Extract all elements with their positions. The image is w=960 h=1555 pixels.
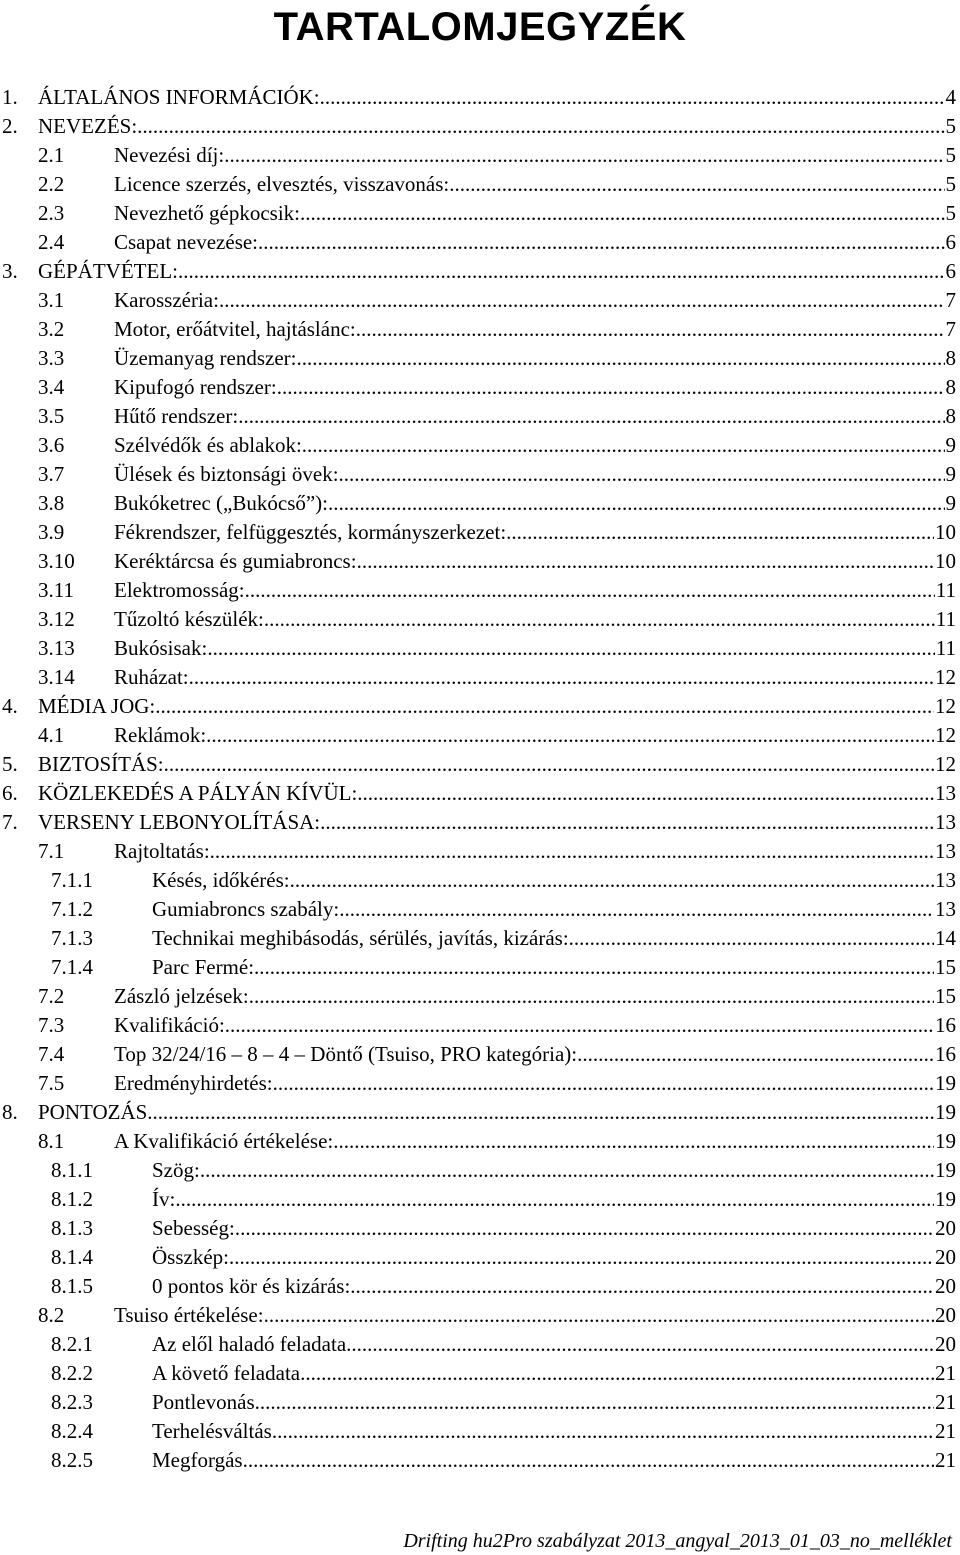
toc-entry-number: 2.1 <box>38 143 65 167</box>
toc-entry[interactable] <box>2 924 956 953</box>
toc-entry-page: 9 <box>945 462 956 486</box>
toc-entry-line <box>38 257 956 286</box>
toc-entry-number: 3.1 <box>38 288 65 312</box>
toc-entry-line <box>114 431 956 460</box>
toc-entry-number: 8.1.3 <box>51 1216 93 1240</box>
toc-entry-line <box>38 750 956 779</box>
toc-entry-title: Szög: <box>152 1156 200 1185</box>
toc-entry-page: 5 <box>945 172 956 196</box>
toc-entry-page: 13 <box>935 839 956 863</box>
toc-entry-number: 7.1.2 <box>51 897 93 921</box>
toc-entry-line <box>152 1185 956 1214</box>
toc-entry-title: Szélvédők és ablakok: <box>114 431 302 460</box>
toc-entry[interactable] <box>2 866 956 895</box>
dot-leader <box>178 257 945 286</box>
dot-leader <box>238 402 944 431</box>
toc-entry-page: 8 <box>945 346 956 370</box>
toc-entry-title: Sebesség: <box>152 1214 235 1243</box>
toc-entry-number: 4.1 <box>38 723 65 747</box>
dot-leader <box>577 1040 934 1069</box>
toc-entry-line <box>152 1272 956 1301</box>
toc-entry[interactable] <box>2 286 956 315</box>
toc-entry-number: 7.4 <box>38 1042 65 1066</box>
toc-entry[interactable] <box>2 1417 956 1446</box>
toc-entry-number: 8.1 <box>38 1129 65 1153</box>
toc-entry-page: 13 <box>935 781 956 805</box>
toc-entry-title: GÉPÁTVÉTEL: <box>38 257 178 286</box>
toc-entry-title: Terhelésváltás <box>152 1417 272 1446</box>
toc-entry-title: PONTOZÁS <box>38 1098 147 1127</box>
toc-entry-line <box>114 605 956 634</box>
toc-entry-number: 8.1.2 <box>51 1187 93 1211</box>
dot-leader <box>290 866 934 895</box>
toc-entry-line <box>152 1156 956 1185</box>
dot-leader <box>569 924 934 953</box>
dot-leader <box>249 982 934 1011</box>
toc-entry-line <box>114 634 956 663</box>
toc-entry-number: 8.1.5 <box>51 1274 93 1298</box>
toc-entry-number: 1. <box>2 85 18 109</box>
toc-entry-page: 13 <box>935 897 956 921</box>
toc-entry[interactable] <box>2 373 956 402</box>
dot-leader <box>219 286 945 315</box>
toc-entry-title: Top 32/24/16 – 8 – 4 – Döntő (Tsuiso, PRO kategória): <box>114 1040 577 1069</box>
toc-entry-title: Az elől haladó feladata <box>152 1330 346 1359</box>
toc-entry-line <box>152 895 956 924</box>
toc-entry-page: 21 <box>935 1419 956 1443</box>
toc-entry-line <box>38 1098 956 1127</box>
toc-entry-line <box>114 402 956 431</box>
toc-entry-line <box>114 576 956 605</box>
toc-entry-title: Zászló jelzések: <box>114 982 249 1011</box>
toc-entry-number: 3.12 <box>38 607 75 631</box>
toc-entry-line <box>152 953 956 982</box>
toc-entry-page: 9 <box>945 491 956 515</box>
toc-entry[interactable] <box>2 779 956 808</box>
toc-entry-page: 10 <box>935 549 956 573</box>
toc-entry-line <box>152 866 956 895</box>
toc-entry-number: 3.4 <box>38 375 65 399</box>
toc-entry-line <box>114 460 956 489</box>
dot-leader <box>137 112 944 141</box>
toc-entry-title: ÁLTALÁNOS INFORMÁCIÓK: <box>38 83 320 112</box>
toc-entry[interactable] <box>2 83 956 112</box>
toc-entry-page: 10 <box>935 520 956 544</box>
toc-entry-title: VERSENY LEBONYOLÍTÁSA: <box>38 808 320 837</box>
toc-entry-title: A Kvalifikáció értékelése: <box>114 1127 333 1156</box>
toc-entry-page: 5 <box>945 143 956 167</box>
toc-entry-page: 19 <box>935 1187 956 1211</box>
toc-entry-page: 16 <box>935 1042 956 1066</box>
toc-entry-page: 11 <box>935 578 956 602</box>
toc-entry[interactable] <box>2 837 956 866</box>
toc-entry-title: Bukósisak: <box>114 634 207 663</box>
dot-leader <box>224 141 944 170</box>
page-title: TARTALOMJEGYZÉK <box>273 5 687 49</box>
toc-entry[interactable] <box>2 1011 956 1040</box>
dot-leader <box>350 1272 934 1301</box>
toc-entry-line <box>38 779 956 808</box>
toc-entry-number: 3.14 <box>38 665 75 689</box>
toc-entry-number: 3.3 <box>38 346 65 370</box>
toc-entry-title: Ív: <box>152 1185 175 1214</box>
dot-leader <box>155 692 934 721</box>
toc-entry-page: 11 <box>935 607 956 631</box>
toc-entry-page: 20 <box>935 1303 956 1327</box>
toc-entry-title: Eredményhirdetés: <box>114 1069 273 1098</box>
toc-entry-page: 5 <box>945 201 956 225</box>
toc-entry-number: 7.1.4 <box>51 955 93 979</box>
toc-entry-number: 3.10 <box>38 549 75 573</box>
toc-entry-line <box>152 1243 956 1272</box>
toc-entry-page: 20 <box>935 1332 956 1356</box>
toc-entry-title: Parc Fermé: <box>152 953 254 982</box>
toc-entry-line <box>114 547 956 576</box>
toc-entry-number: 7.1.3 <box>51 926 93 950</box>
toc-entry-title: Megforgás <box>152 1446 243 1475</box>
toc-entry-page: 9 <box>945 433 956 457</box>
toc-entry-line <box>114 663 956 692</box>
toc-entry[interactable] <box>2 808 956 837</box>
toc-entry-number: 2.3 <box>38 201 65 225</box>
toc-entry[interactable] <box>2 1069 956 1098</box>
toc-entry-page: 8 <box>945 404 956 428</box>
toc-entry[interactable] <box>2 1098 956 1127</box>
toc-entry[interactable] <box>2 431 956 460</box>
toc-entry-line <box>152 1388 956 1417</box>
page-footer: Drifting hu2Pro szabályzat 2013_angyal_2013_01_03_no_melléklet <box>403 1530 952 1552</box>
toc-entry-page: 19 <box>935 1071 956 1095</box>
toc-entry-title: BIZTOSÍTÁS: <box>38 750 164 779</box>
toc-entry-number: 7. <box>2 810 18 834</box>
toc-entry-page: 19 <box>935 1158 956 1182</box>
toc-entry-page: 4 <box>945 85 956 109</box>
dot-leader <box>258 228 944 257</box>
toc-entry[interactable] <box>2 982 956 1011</box>
toc-entry-page: 21 <box>935 1361 956 1385</box>
toc-entry-page: 12 <box>935 752 956 776</box>
toc-entry-number: 3.6 <box>38 433 65 457</box>
toc-entry-number: 2.2 <box>38 172 65 196</box>
toc-entry-number: 2. <box>2 114 18 138</box>
toc-entry-page: 6 <box>945 259 956 283</box>
toc-entry-title: NEVEZÉS: <box>38 112 137 141</box>
toc-entry[interactable] <box>2 1040 956 1069</box>
toc-entry[interactable] <box>2 1301 956 1330</box>
toc-entry-line <box>114 1011 956 1040</box>
toc-entry-line <box>152 1417 956 1446</box>
toc-entry-title: Nevezési díj: <box>114 141 224 170</box>
dot-leader <box>255 1388 934 1417</box>
toc-entry-number: 8.2.1 <box>51 1332 93 1356</box>
dot-leader <box>339 895 934 924</box>
toc-entry-title: Kipufogó rendszer: <box>114 373 277 402</box>
toc-entry[interactable] <box>2 547 956 576</box>
toc-entry-title: Fékrendszer, felfüggesztés, kormányszerkezet: <box>114 518 506 547</box>
toc-entry[interactable] <box>2 257 956 286</box>
toc-entry[interactable] <box>2 1243 956 1272</box>
toc-entry-line <box>114 1040 956 1069</box>
dot-leader <box>210 837 934 866</box>
toc-entry[interactable] <box>2 141 956 170</box>
dot-leader <box>357 779 934 808</box>
toc-entry[interactable] <box>2 170 956 199</box>
toc-entry-title: Licence szerzés, elvesztés, visszavonás: <box>114 170 449 199</box>
toc-entry-line <box>114 286 956 315</box>
toc-entry-line <box>152 1330 956 1359</box>
toc-entry[interactable] <box>2 1359 956 1388</box>
toc-entry-title: 0 pontos kör és kizárás: <box>152 1272 350 1301</box>
toc-entry-line <box>38 112 956 141</box>
toc-entry-page: 12 <box>935 665 956 689</box>
toc-entry[interactable] <box>2 634 956 663</box>
dot-leader <box>147 1098 934 1127</box>
toc-entry-title: Rajtoltatás: <box>114 837 210 866</box>
toc-entry-line <box>114 1069 956 1098</box>
toc-entry-number: 8.2.4 <box>51 1419 93 1443</box>
dot-leader <box>506 518 934 547</box>
toc-entry-line <box>114 489 956 518</box>
toc-entry[interactable] <box>2 199 956 228</box>
toc-entry[interactable] <box>2 344 956 373</box>
toc-entry-page: 6 <box>945 230 956 254</box>
dot-leader <box>264 605 935 634</box>
toc-entry-number: 7.5 <box>38 1071 65 1095</box>
toc-entry-number: 8.2 <box>38 1303 65 1327</box>
toc-entry-line <box>114 199 956 228</box>
dot-leader <box>264 1301 934 1330</box>
toc-entry-page: 15 <box>935 955 956 979</box>
toc-entry[interactable] <box>2 663 956 692</box>
dot-leader <box>356 315 945 344</box>
toc-entry-line <box>114 344 956 373</box>
toc-entry-page: 15 <box>935 984 956 1008</box>
table-of-contents <box>0 83 960 1475</box>
toc-entry-title: Pontlevonás <box>152 1388 255 1417</box>
toc-entry[interactable] <box>2 1214 956 1243</box>
toc-entry-number: 8.2.3 <box>51 1390 93 1414</box>
dot-leader <box>164 750 934 779</box>
toc-entry-number: 8.1.4 <box>51 1245 93 1269</box>
toc-entry-page: 5 <box>945 114 956 138</box>
toc-entry-line <box>114 982 956 1011</box>
toc-entry-title: Ruházat: <box>114 663 189 692</box>
dot-leader <box>272 1417 934 1446</box>
dot-leader <box>449 170 944 199</box>
toc-entry-page: 7 <box>945 317 956 341</box>
toc-entry-title: Késés, időkérés: <box>152 866 290 895</box>
toc-entry-number: 5. <box>2 752 18 776</box>
toc-entry-line <box>114 315 956 344</box>
toc-entry-line <box>114 1301 956 1330</box>
toc-entry-title: Csapat nevezése: <box>114 228 258 257</box>
toc-entry-title: Bukóketrec („Bukócső”): <box>114 489 328 518</box>
toc-entry-line <box>114 228 956 257</box>
toc-entry-number: 7.1.1 <box>51 868 93 892</box>
toc-entry-title: Tsuiso értékelése: <box>114 1301 264 1330</box>
toc-entry-title: Reklámok: <box>114 721 206 750</box>
dot-leader <box>339 460 945 489</box>
toc-entry-number: 3.11 <box>38 578 74 602</box>
toc-entry-line <box>114 518 956 547</box>
toc-entry-title: Keréktárcsa és gumiabroncs: <box>114 547 357 576</box>
toc-entry[interactable] <box>2 721 956 750</box>
toc-entry[interactable] <box>2 518 956 547</box>
toc-entry-page: 13 <box>935 810 956 834</box>
toc-entry-page: 11 <box>935 636 956 660</box>
dot-leader <box>175 1185 934 1214</box>
toc-entry-number: 6. <box>2 781 18 805</box>
toc-entry-line <box>152 1214 956 1243</box>
dot-leader <box>225 1011 934 1040</box>
toc-entry[interactable] <box>2 1330 956 1359</box>
toc-entry-number: 7.3 <box>38 1013 65 1037</box>
toc-entry-page: 16 <box>935 1013 956 1037</box>
dot-leader <box>300 1359 934 1388</box>
dot-leader <box>245 576 935 605</box>
toc-entry[interactable] <box>2 605 956 634</box>
toc-entry-title: Motor, erőátvitel, hajtáslánc: <box>114 315 356 344</box>
toc-entry[interactable] <box>2 895 956 924</box>
toc-entry-line <box>114 1127 956 1156</box>
toc-entry-title: Kvalifikáció: <box>114 1011 225 1040</box>
dot-leader <box>346 1330 934 1359</box>
toc-entry-title: Üzemanyag rendszer: <box>114 344 297 373</box>
toc-entry[interactable] <box>2 1272 956 1301</box>
toc-entry-title: Hűtő rendszer: <box>114 402 238 431</box>
toc-entry-page: 7 <box>945 288 956 312</box>
dot-leader <box>254 953 934 982</box>
toc-entry-title: Technikai meghibásodás, sérülés, javítás, kizárás: <box>152 924 569 953</box>
toc-entry-line <box>38 83 956 112</box>
dot-leader <box>273 1069 934 1098</box>
toc-entry-page: 13 <box>935 868 956 892</box>
toc-entry[interactable] <box>2 1446 956 1475</box>
dot-leader <box>297 344 945 373</box>
toc-entry-title: Ülések és biztonsági övek: <box>114 460 339 489</box>
toc-entry[interactable] <box>2 112 956 141</box>
toc-entry-number: 3.5 <box>38 404 65 428</box>
dot-leader <box>235 1214 934 1243</box>
toc-entry-number: 8.2.5 <box>51 1448 93 1472</box>
toc-entry-number: 7.2 <box>38 984 65 1008</box>
toc-entry[interactable] <box>2 1156 956 1185</box>
toc-entry-page: 8 <box>945 375 956 399</box>
toc-entry[interactable] <box>2 402 956 431</box>
dot-leader <box>333 1127 934 1156</box>
toc-entry-title: A követő feladata <box>152 1359 300 1388</box>
toc-entry-page: 21 <box>935 1390 956 1414</box>
toc-entry-title: KÖZLEKEDÉS A PÁLYÁN KÍVÜL: <box>38 779 357 808</box>
toc-entry-number: 3.7 <box>38 462 65 486</box>
toc-entry-page: 19 <box>935 1129 956 1153</box>
dot-leader <box>189 663 934 692</box>
toc-entry-page: 21 <box>935 1448 956 1472</box>
toc-entry[interactable] <box>2 460 956 489</box>
toc-entry-line <box>152 1359 956 1388</box>
dot-leader <box>320 83 945 112</box>
toc-entry-page: 14 <box>935 926 956 950</box>
toc-entry-title: Tűzoltó készülék: <box>114 605 264 634</box>
toc-entry-title: Elektromosság: <box>114 576 245 605</box>
toc-entry-page: 20 <box>935 1216 956 1240</box>
dot-leader <box>320 808 934 837</box>
toc-entry-title: Karosszéria: <box>114 286 219 315</box>
dot-leader <box>206 721 934 750</box>
toc-entry-line <box>114 837 956 866</box>
toc-entry[interactable] <box>2 576 956 605</box>
toc-entry-line <box>38 808 956 837</box>
dot-leader <box>300 199 944 228</box>
toc-entry[interactable] <box>2 315 956 344</box>
toc-entry-line <box>114 170 956 199</box>
toc-entry-number: 3.2 <box>38 317 65 341</box>
toc-entry-page: 12 <box>935 723 956 747</box>
toc-entry-title: Gumiabroncs szabály: <box>152 895 339 924</box>
dot-leader <box>207 634 934 663</box>
toc-entry-number: 3. <box>2 259 18 283</box>
toc-entry-title: Összkép: <box>152 1243 229 1272</box>
toc-entry[interactable] <box>2 953 956 982</box>
toc-entry-line <box>114 721 956 750</box>
dot-leader <box>277 373 945 402</box>
toc-entry-title: Nevezhető gépkocsik: <box>114 199 300 228</box>
toc-entry-line <box>114 141 956 170</box>
dot-leader <box>229 1243 934 1272</box>
toc-entry[interactable] <box>2 1388 956 1417</box>
toc-entry[interactable] <box>2 1185 956 1214</box>
dot-leader <box>328 489 944 518</box>
toc-entry-number: 2.4 <box>38 230 65 254</box>
toc-entry-number: 8. <box>2 1100 18 1124</box>
dot-leader <box>302 431 945 460</box>
toc-entry[interactable] <box>2 1127 956 1156</box>
dot-leader <box>357 547 934 576</box>
toc-entry-line <box>38 692 956 721</box>
toc-entry-number: 3.9 <box>38 520 65 544</box>
dot-leader <box>243 1446 934 1475</box>
toc-entry-number: 8.1.1 <box>51 1158 93 1182</box>
toc-entry[interactable] <box>2 489 956 518</box>
toc-entry-line <box>152 1446 956 1475</box>
toc-entry-title: MÉDIA JOG: <box>38 692 155 721</box>
toc-entry[interactable] <box>2 228 956 257</box>
toc-entry-line <box>114 373 956 402</box>
toc-entry-number: 3.8 <box>38 491 65 515</box>
toc-entry[interactable] <box>2 750 956 779</box>
toc-entry-page: 20 <box>935 1245 956 1269</box>
toc-entry-number: 3.13 <box>38 636 75 660</box>
toc-entry-number: 4. <box>2 694 18 718</box>
toc-entry-page: 12 <box>935 694 956 718</box>
toc-entry-number: 7.1 <box>38 839 65 863</box>
dot-leader <box>200 1156 934 1185</box>
toc-entry-number: 8.2.2 <box>51 1361 93 1385</box>
toc-entry-line <box>152 924 956 953</box>
toc-entry-page: 19 <box>935 1100 956 1124</box>
toc-entry[interactable] <box>2 692 956 721</box>
toc-entry-page: 20 <box>935 1274 956 1298</box>
